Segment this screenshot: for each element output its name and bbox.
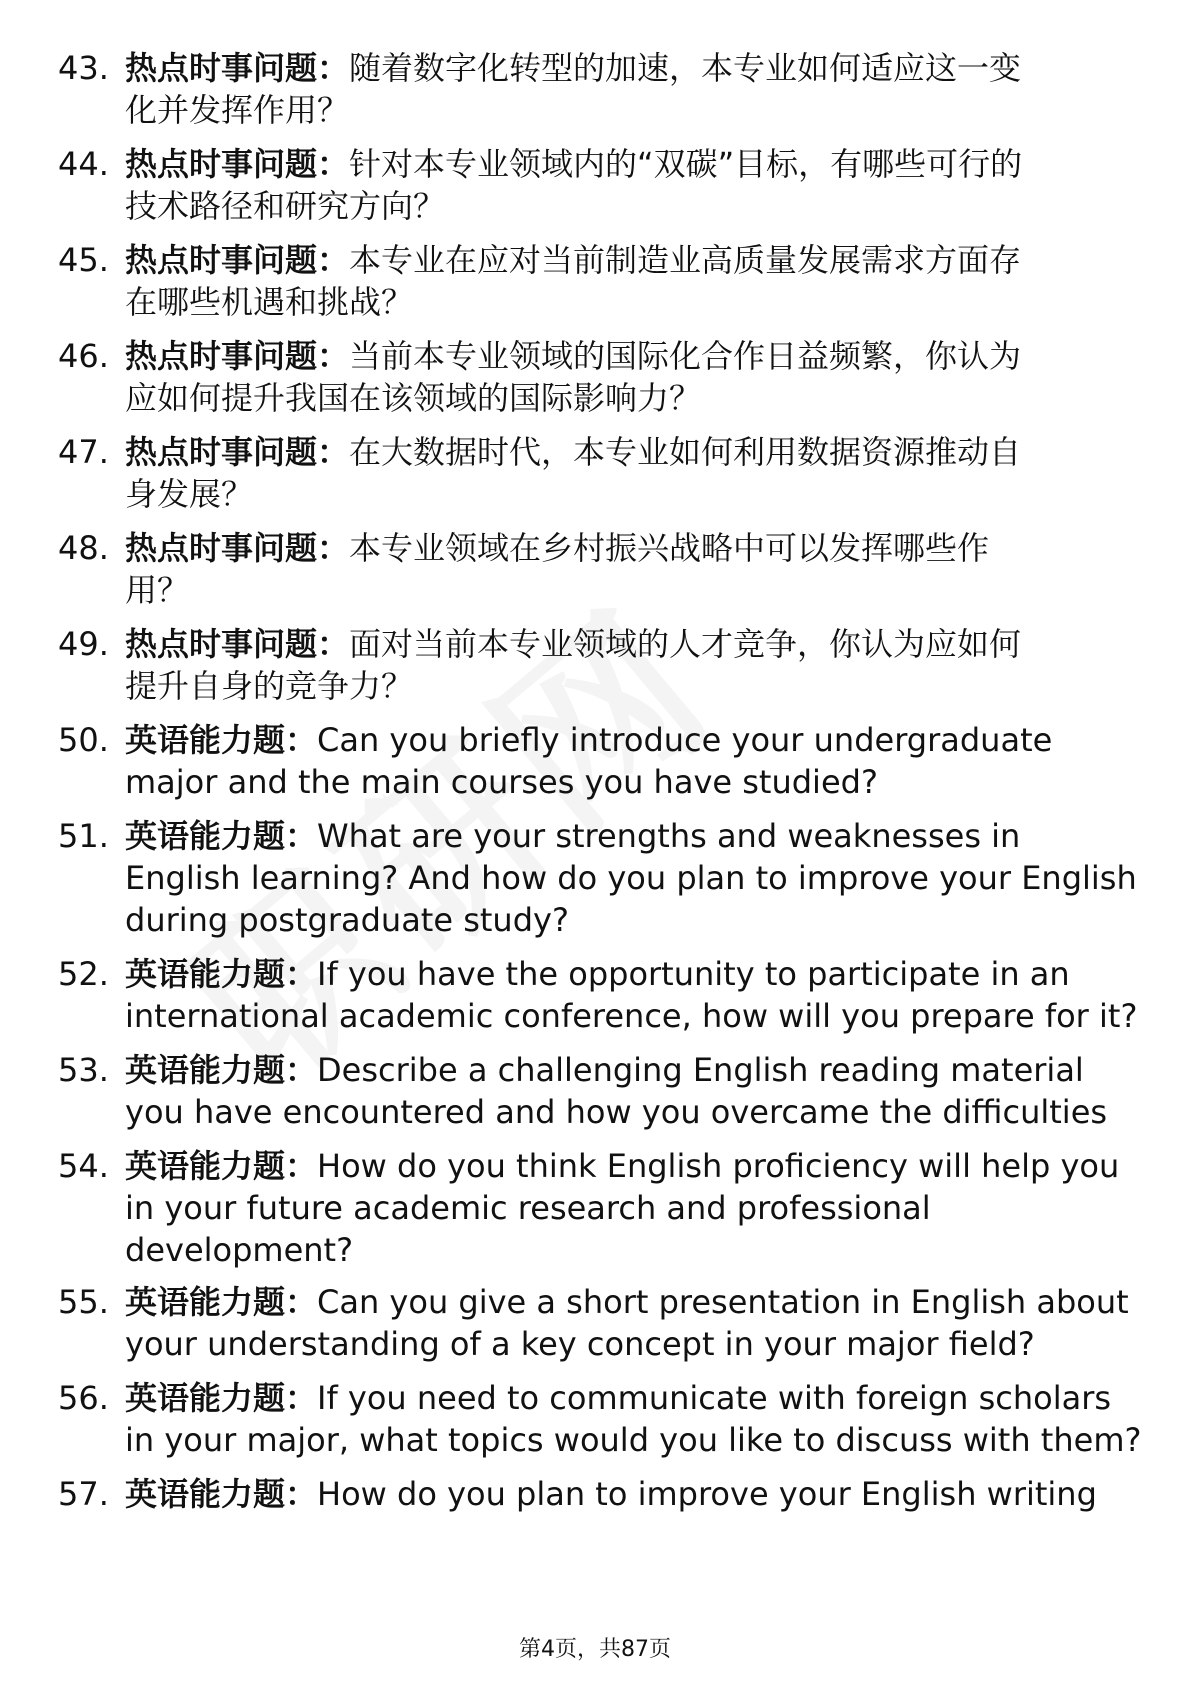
item-line: your understanding of a key concept in your major field? xyxy=(125,1325,1035,1363)
item-line: in your future academic research and professional xyxy=(125,1189,931,1227)
item-line: 化并发挥作用？ xyxy=(125,91,350,129)
item-line: 提升自身的竞争力？ xyxy=(125,667,414,705)
item-number: 53. xyxy=(58,1051,109,1089)
item-category: 热点时事问题： xyxy=(125,241,350,279)
item-category: 英语能力题： xyxy=(125,817,318,855)
item-line: you have encountered and how you overcame the difficulties xyxy=(125,1093,1108,1131)
item-number: 48. xyxy=(58,529,109,567)
item-category: 热点时事问题： xyxy=(125,49,350,87)
item-line: 面对当前本专业领域的人才竞争，你认为应如何 xyxy=(349,625,1022,663)
item-line: 应如何提升我国在该领域的国际影响力？ xyxy=(125,379,702,417)
item-number: 49. xyxy=(58,625,109,663)
item-line: 用？ xyxy=(125,571,190,609)
item-number: 57. xyxy=(58,1475,109,1513)
item-line: 针对本专业领域内的“双碳”目标，有哪些可行的 xyxy=(349,145,1023,183)
item-text xyxy=(125,1377,1175,1461)
item-line: What are your strengths and weaknesses in xyxy=(317,817,1021,855)
item-line: How do you think English proficiency will help you xyxy=(317,1147,1120,1185)
item-line: How do you plan to improve your English writing xyxy=(317,1475,1097,1513)
item-category: 英语能力题： xyxy=(125,1051,318,1089)
item-line: 当前本专业领域的国际化合作日益频繁，你认为 xyxy=(349,337,1022,375)
item-text xyxy=(125,953,1175,1037)
item-text xyxy=(125,335,1175,419)
item-line: If you have the opportunity to participate in an xyxy=(317,955,1070,993)
item-number: 56. xyxy=(58,1379,109,1417)
item-number: 44. xyxy=(58,145,109,183)
item-line: Describe a challenging English reading material xyxy=(317,1051,1084,1089)
item-number: 46. xyxy=(58,337,109,375)
item-category: 英语能力题： xyxy=(125,1283,318,1321)
item-text xyxy=(125,1049,1175,1133)
item-text xyxy=(125,239,1175,323)
item-number: 47. xyxy=(58,433,109,471)
item-line: If you need to communicate with foreign scholars xyxy=(317,1379,1112,1417)
item-line: Can you briefly introduce your undergraduate xyxy=(317,721,1053,759)
item-number: 45. xyxy=(58,241,109,279)
item-text xyxy=(125,815,1175,941)
item-text xyxy=(125,431,1175,515)
item-line: English learning? And how do you plan to improve your English xyxy=(125,859,1137,897)
item-line: Can you give a short presentation in English about xyxy=(317,1283,1129,1321)
item-category: 热点时事问题： xyxy=(125,145,350,183)
item-line: international academic conference, how will you prepare for it? xyxy=(125,997,1138,1035)
item-category: 英语能力题： xyxy=(125,1379,318,1417)
item-text xyxy=(125,1145,1175,1271)
item-category: 英语能力题： xyxy=(125,1147,318,1185)
item-number: 43. xyxy=(58,49,109,87)
item-line: 本专业在应对当前制造业高质量发展需求方面存 xyxy=(349,241,1022,279)
item-line: 在哪些机遇和挑战？ xyxy=(125,283,414,321)
item-category: 英语能力题： xyxy=(125,955,318,993)
item-text xyxy=(125,719,1175,803)
item-line: 身发展？ xyxy=(125,475,254,513)
item-text xyxy=(125,1281,1175,1365)
page-number: 第4页，共87页 xyxy=(519,1637,671,1662)
item-line: 在大数据时代，本专业如何利用数据资源推动自 xyxy=(349,433,1022,471)
item-line: 本专业领域在乡村振兴战略中可以发挥哪些作 xyxy=(349,529,990,567)
item-category: 热点时事问题： xyxy=(125,433,350,471)
item-line: development? xyxy=(125,1231,354,1269)
item-line: 随着数字化转型的加速，本专业如何适应这一变 xyxy=(349,49,1022,87)
item-category: 英语能力题： xyxy=(125,1475,318,1513)
item-line: major and the main courses you have studied? xyxy=(125,763,878,801)
item-number: 50. xyxy=(58,721,109,759)
item-text xyxy=(125,143,1175,227)
item-category: 热点时事问题： xyxy=(125,337,350,375)
item-line: in your major, what topics would you like to discuss with them? xyxy=(125,1421,1142,1459)
item-text xyxy=(125,623,1175,707)
item-category: 热点时事问题： xyxy=(125,529,350,567)
item-text xyxy=(125,1473,1175,1515)
item-category: 热点时事问题： xyxy=(125,625,350,663)
item-number: 51. xyxy=(58,817,109,855)
item-line: 技术路径和研究方向？ xyxy=(125,187,446,225)
item-number: 52. xyxy=(58,955,109,993)
item-text xyxy=(125,47,1175,131)
item-number: 54. xyxy=(58,1147,109,1185)
item-category: 英语能力题： xyxy=(125,721,318,759)
item-text xyxy=(125,527,1175,611)
item-line: during postgraduate study? xyxy=(125,901,569,939)
item-number: 55. xyxy=(58,1283,109,1321)
